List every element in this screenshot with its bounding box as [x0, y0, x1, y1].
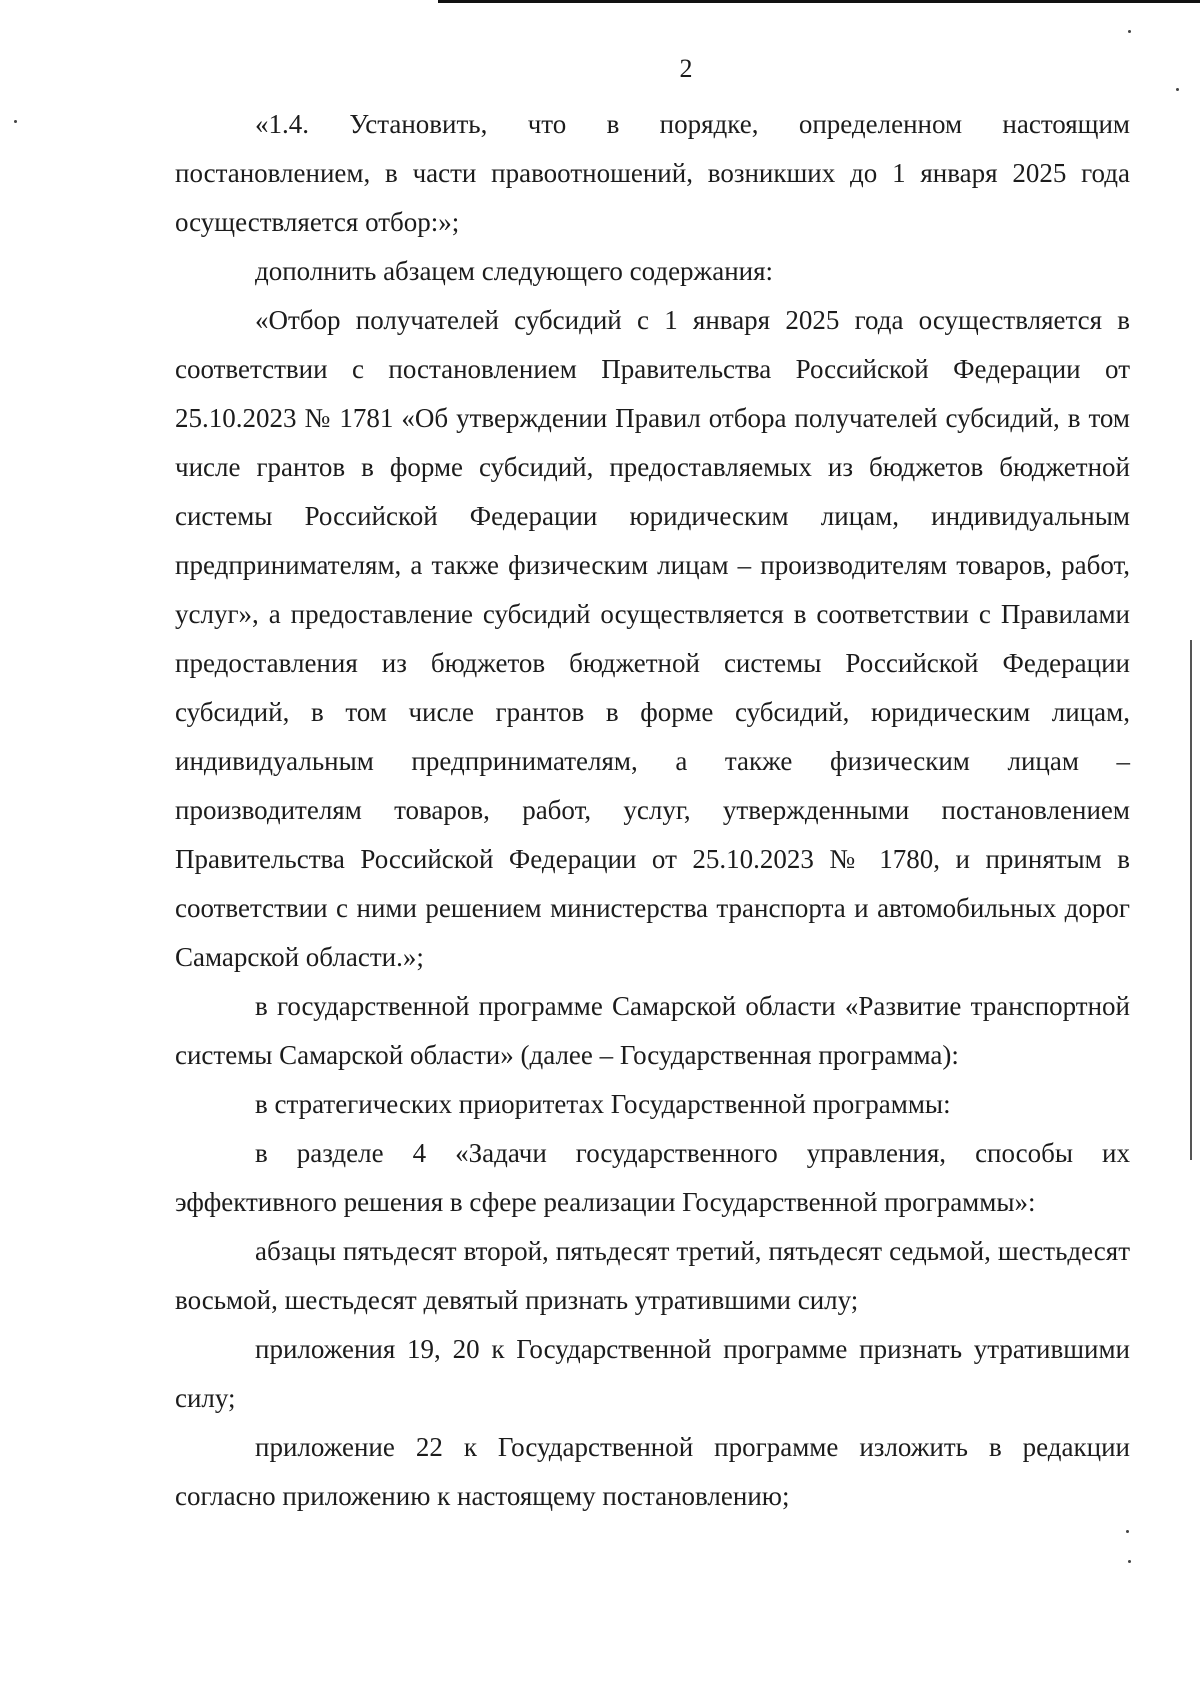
paragraph-invalidated-abzacy: абзацы пятьдесят второй, пятьдесят третий, пятьдесят седьмой, шестьдесят восьмой, шестьдесят девятый признать утратившими силу;: [175, 1236, 1130, 1315]
scan-speck: [1176, 88, 1179, 91]
paragraph-section-4: в разделе 4 «Задачи государственного управления, способы их эффективного решения в сфере реализации Государственной программы»:: [175, 1138, 1130, 1217]
paragraph-invalidated-appendices: приложения 19, 20 к Государственной программе признать утратившими силу;: [175, 1334, 1130, 1413]
scan-speck: [1126, 1530, 1129, 1533]
scan-speck: [1128, 30, 1131, 33]
paragraph-strategic-priorities: в стратегических приоритетах Государственной программы:: [255, 1089, 951, 1119]
paragraph-add-instruction: дополнить абзацем следующего содержания:: [255, 256, 774, 286]
paragraph-appendix-22: приложение 22 к Государственной программе изложить в редакции согласно приложению к настоящему постановлению;: [175, 1432, 1130, 1511]
paragraph-selection-rules: «Отбор получателей субсидий с 1 января 2025 года осуществляется в соответствии с постановлением Правительства Российской Федерации от 25.10.2023 № 1781 «Об утверждении Правил отбора получателей субсидий, в том числе грантов в форме субсидий, предоставляемых из бюджетов бюджетной системы Российской Федерации юридическим лицам, индивидуальным предпринимателям, а также физическим лицам – производителям товаров, работ, услуг», а предоставление субсидий осуществляется в соответствии с Правилами предоставления из бюджетов бюджетной системы Российской Федерации субсидий, в том числе грантов в форме субсидий, юридическим лицам, индивидуальным предпринимателям, а также физическим лицам – производителям товаров, работ, услуг, утвержденными постановлением Правительства Российской Федерации от 25.10.2023 № 1780, и принятым в соответствии с ними решением министерства транспорта и автомобильных дорог Самарской области.»;: [175, 305, 1130, 972]
scan-speck: [14, 120, 17, 123]
right-border-line: [1190, 640, 1192, 1160]
scan-speck: [1128, 1560, 1131, 1563]
top-border-line: [438, 0, 1200, 3]
document-body: [175, 100, 1130, 1521]
paragraph-clause-1-4: «1.4. Установить, что в порядке, определенном настоящим постановлением, в части правоотношений, возникших до 1 января 2025 года осуществляется отбор:»;: [175, 109, 1130, 237]
page-number: 2: [679, 54, 693, 83]
paragraph-state-program: в государственной программе Самарской области «Развитие транспортной системы Самарской области» (далее – Государственная программа):: [175, 991, 1130, 1070]
